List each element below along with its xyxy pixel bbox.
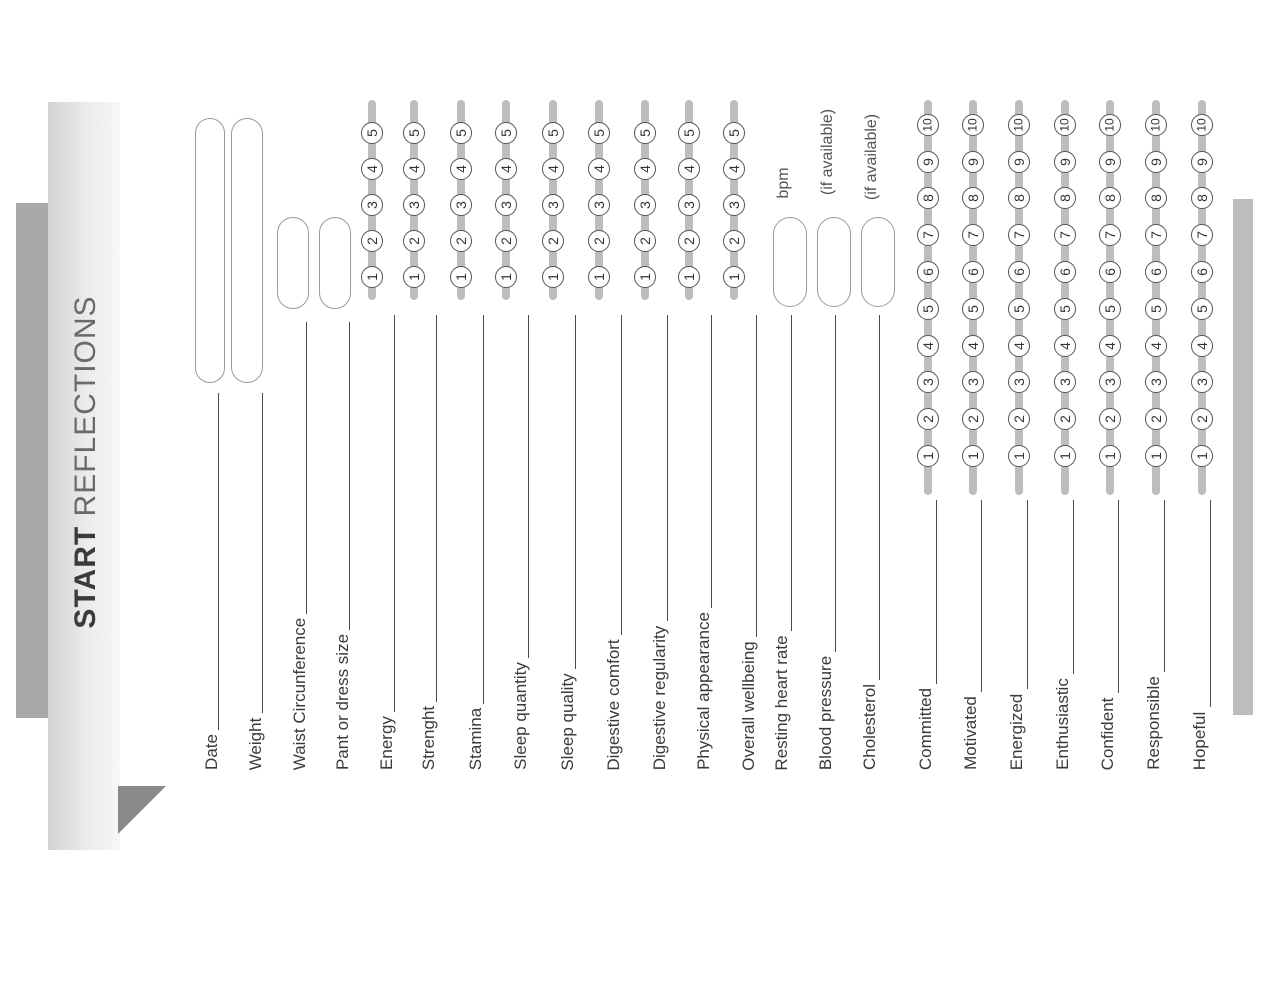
rating-motivated-option-label: 3 <box>964 378 981 387</box>
rating-motivated-option-label: 4 <box>964 341 981 350</box>
input-blood-pressure[interactable] <box>817 217 851 307</box>
rating-enthusiastic-option-3[interactable] <box>1054 371 1076 393</box>
rating-stamina-option-label: 1 <box>452 273 469 281</box>
rating-physical-appearance-option-1[interactable] <box>678 266 700 288</box>
rating-motivated-option-2[interactable] <box>962 408 984 430</box>
rating-energized-option-3[interactable] <box>1008 371 1030 393</box>
rating-sleep-quantity-option-4[interactable] <box>495 158 517 180</box>
rating-overall-wellbeing-option-label: 2 <box>725 237 742 245</box>
rating-energy-option-3[interactable] <box>361 194 383 216</box>
rating-confident-option-label: 6 <box>1101 268 1118 276</box>
label-physical-appearance: Physical appearance <box>694 612 713 770</box>
rating-enthusiastic-option-9[interactable] <box>1054 151 1076 173</box>
rating-digestive-regularity-option-label: 1 <box>636 273 653 281</box>
rating-hopeful-option-2[interactable] <box>1191 408 1213 430</box>
rating-sleep-quality-option-label: 1 <box>544 273 561 281</box>
rating-sleep-quality-option-4[interactable] <box>542 158 564 180</box>
rating-sleep-quantity-option-3[interactable] <box>495 194 517 216</box>
rating-motivated-option-6[interactable] <box>962 261 984 283</box>
rating-strenght-option-2[interactable] <box>403 230 425 252</box>
rating-confident-option-1[interactable] <box>1099 445 1121 467</box>
rating-digestive-comfort-option-2[interactable] <box>588 230 610 252</box>
rating-enthusiastic-option-label: 10 <box>1057 118 1072 132</box>
rating-responsible-option-label: 4 <box>1147 341 1164 350</box>
rating-energized-option-label: 7 <box>1010 231 1027 240</box>
rating-committed-option-10[interactable] <box>917 114 939 136</box>
label-stamina: Stamina <box>466 707 485 771</box>
rating-confident-option-10[interactable] <box>1099 114 1121 136</box>
rating-enthusiastic-option-label: 6 <box>1056 268 1073 276</box>
rating-hopeful-option-9[interactable] <box>1191 151 1213 173</box>
rating-stamina-option-3[interactable] <box>450 194 472 216</box>
rating-energized-option-2[interactable] <box>1008 408 1030 430</box>
rating-motivated-option-label: 6 <box>964 268 981 276</box>
rating-energized-option-4[interactable] <box>1008 335 1030 357</box>
note-resting-heart-rate: bpm <box>775 167 792 199</box>
rating-sleep-quantity-option-label: 2 <box>497 237 514 245</box>
label-enthusiastic: Enthusiastic <box>1053 678 1072 770</box>
rating-digestive-regularity-option-label: 4 <box>636 165 653 173</box>
rating-responsible-option-3[interactable] <box>1145 371 1167 393</box>
line-waist-circunference <box>306 322 307 614</box>
rating-overall-wellbeing-option-4[interactable] <box>723 158 745 180</box>
rating-stamina-option-4[interactable] <box>450 158 472 180</box>
rating-confident-option-5[interactable] <box>1099 298 1121 320</box>
rating-sleep-quality-option-1[interactable] <box>542 266 564 288</box>
rating-physical-appearance-option-label: 5 <box>680 129 697 137</box>
rating-hopeful-option-label: 9 <box>1193 157 1210 166</box>
line-stamina <box>483 315 484 704</box>
rating-strenght-option-3[interactable] <box>403 194 425 216</box>
rating-digestive-regularity-option-3[interactable] <box>634 194 656 216</box>
rating-sleep-quality-option-3[interactable] <box>542 194 564 216</box>
rating-motivated-option-5[interactable] <box>962 298 984 320</box>
rating-digestive-regularity-option-label: 3 <box>636 201 653 209</box>
label-cholesterol: Cholesterol <box>860 684 879 770</box>
rating-responsible-option-8[interactable] <box>1145 187 1167 209</box>
rating-committed-option-label: 2 <box>919 415 936 424</box>
rating-sleep-quantity-option-2[interactable] <box>495 230 517 252</box>
rating-hopeful-option-6[interactable] <box>1191 261 1213 283</box>
rating-confident-option-3[interactable] <box>1099 371 1121 393</box>
rating-motivated-option-1[interactable] <box>962 445 984 467</box>
rating-responsible-option-label: 6 <box>1147 268 1164 276</box>
rating-motivated-option-label: 10 <box>965 118 980 132</box>
label-weight: Weight <box>246 717 265 770</box>
rating-overall-wellbeing-option-label: 5 <box>725 129 742 137</box>
rating-enthusiastic-option-label: 5 <box>1056 304 1073 313</box>
rating-committed-option-3[interactable] <box>917 371 939 393</box>
rating-responsible-option-5[interactable] <box>1145 298 1167 320</box>
rating-committed-option-5[interactable] <box>917 298 939 320</box>
rating-hopeful-option-8[interactable] <box>1191 187 1213 209</box>
rating-enthusiastic-option-label: 8 <box>1056 194 1073 203</box>
line-digestive-comfort <box>621 315 622 635</box>
rating-digestive-comfort-option-4[interactable] <box>588 158 610 180</box>
rating-hopeful-option-label: 10 <box>1194 118 1209 132</box>
rating-stamina-option-label: 4 <box>452 165 469 173</box>
rating-confident-option-2[interactable] <box>1099 408 1121 430</box>
rating-energized-option-label: 9 <box>1010 157 1027 166</box>
rating-strenght-option-4[interactable] <box>403 158 425 180</box>
rating-stamina-option-label: 5 <box>452 129 469 137</box>
rating-committed-option-label: 3 <box>919 378 936 387</box>
line-sleep-quality <box>575 315 576 669</box>
rating-responsible-option-label: 10 <box>1148 118 1163 132</box>
rating-sleep-quantity-option-1[interactable] <box>495 266 517 288</box>
rating-motivated-option-4[interactable] <box>962 335 984 357</box>
rating-enthusiastic-option-7[interactable] <box>1054 224 1076 246</box>
rating-overall-wellbeing-option-label: 3 <box>725 201 742 209</box>
rating-sleep-quantity-option-label: 1 <box>497 273 514 281</box>
rating-committed-option-label: 4 <box>919 341 936 350</box>
rating-overall-wellbeing-option-3[interactable] <box>723 194 745 216</box>
rating-physical-appearance-option-4[interactable] <box>678 158 700 180</box>
rating-energized-option-1[interactable] <box>1008 445 1030 467</box>
rating-motivated-option-8[interactable] <box>962 187 984 209</box>
rating-confident-option-label: 2 <box>1101 415 1118 424</box>
rating-responsible-option-7[interactable] <box>1145 224 1167 246</box>
rating-digestive-regularity-option-label: 2 <box>636 237 653 245</box>
rating-hopeful-option-label: 8 <box>1193 194 1210 203</box>
rating-hopeful-option-4[interactable] <box>1191 335 1213 357</box>
line-sleep-quantity <box>528 315 529 658</box>
rating-hopeful-option-10[interactable] <box>1191 114 1213 136</box>
rating-committed-option-label: 1 <box>919 452 936 460</box>
rating-enthusiastic-option-label: 7 <box>1056 231 1073 240</box>
label-digestive-regularity: Digestive regularity <box>650 625 669 770</box>
rating-hopeful-option-3[interactable] <box>1191 371 1213 393</box>
rating-hopeful-option-label: 1 <box>1193 452 1210 460</box>
input-waist-circunference[interactable] <box>277 217 309 309</box>
note-cholesterol: (if available) <box>863 113 880 201</box>
rating-digestive-comfort-option-label: 5 <box>590 129 607 137</box>
rating-stamina-option-label: 3 <box>452 201 469 209</box>
line-motivated <box>981 500 982 692</box>
rating-digestive-comfort-option-label: 3 <box>590 201 607 209</box>
rating-hopeful-option-label: 7 <box>1193 231 1210 240</box>
rating-confident-option-7[interactable] <box>1099 224 1121 246</box>
rating-energized-option-label: 2 <box>1010 415 1027 424</box>
rating-motivated-option-label: 1 <box>964 452 981 460</box>
rating-confident-option-label: 5 <box>1101 304 1118 313</box>
input-cholesterol[interactable] <box>861 217 895 307</box>
line-cholesterol <box>879 315 880 680</box>
rating-confident-option-4[interactable] <box>1099 335 1121 357</box>
rating-motivated-option-3[interactable] <box>962 371 984 393</box>
rating-physical-appearance-option-2[interactable] <box>678 230 700 252</box>
rating-committed-option-label: 6 <box>919 268 936 276</box>
line-date <box>218 393 219 730</box>
rating-physical-appearance-option-5[interactable] <box>678 122 700 144</box>
rating-hopeful-option-1[interactable] <box>1191 445 1213 467</box>
line-blood-pressure <box>835 315 836 652</box>
rating-energy-option-label: 1 <box>363 273 380 281</box>
rating-energy-option-label: 4 <box>363 165 380 173</box>
line-strenght <box>436 315 437 702</box>
rating-energized-option-7[interactable] <box>1008 224 1030 246</box>
line-committed <box>936 500 937 684</box>
rating-sleep-quality-option-5[interactable] <box>542 122 564 144</box>
rating-confident-option-label: 7 <box>1101 231 1118 240</box>
rating-motivated-option-label: 5 <box>964 304 981 313</box>
rating-digestive-regularity-option-5[interactable] <box>634 122 656 144</box>
rating-energy-option-label: 2 <box>363 237 380 245</box>
rating-physical-appearance-option-label: 3 <box>680 201 697 209</box>
rating-responsible-option-label: 1 <box>1147 452 1164 460</box>
rating-sleep-quantity-option-label: 3 <box>497 201 514 209</box>
rating-enthusiastic-option-8[interactable] <box>1054 187 1076 209</box>
rating-physical-appearance-option-3[interactable] <box>678 194 700 216</box>
rating-hopeful-option-label: 6 <box>1193 268 1210 276</box>
rating-sleep-quality-option-label: 2 <box>544 237 561 245</box>
label-motivated: Motivated <box>961 696 980 770</box>
rating-sleep-quality-option-2[interactable] <box>542 230 564 252</box>
rating-motivated-option-10[interactable] <box>962 114 984 136</box>
rating-strenght-option-label: 3 <box>405 201 422 209</box>
rating-strenght-option-label: 5 <box>405 129 422 137</box>
rating-motivated-option-7[interactable] <box>962 224 984 246</box>
rating-digestive-regularity-option-2[interactable] <box>634 230 656 252</box>
rating-stamina-option-1[interactable] <box>450 266 472 288</box>
label-resting-heart-rate: Resting heart rate <box>772 634 791 771</box>
rating-energized-option-label: 10 <box>1011 118 1026 132</box>
rating-energy-option-label: 5 <box>363 129 380 137</box>
line-energy <box>394 315 395 712</box>
rating-confident-option-6[interactable] <box>1099 261 1121 283</box>
label-sleep-quantity: Sleep quantity <box>511 662 530 770</box>
line-confident <box>1118 500 1119 693</box>
rating-motivated-option-label: 7 <box>964 231 981 240</box>
rating-sleep-quality-option-label: 5 <box>544 129 561 137</box>
rating-hopeful-option-label: 4 <box>1193 341 1210 350</box>
rating-digestive-comfort-option-label: 4 <box>590 165 607 173</box>
rating-digestive-comfort-option-label: 2 <box>590 237 607 245</box>
label-energy: Energy <box>377 716 396 770</box>
line-weight <box>262 393 263 713</box>
right-edge-bar <box>1233 199 1253 715</box>
label-date: Date <box>202 734 221 770</box>
rating-physical-appearance-option-label: 4 <box>680 165 697 173</box>
rating-motivated-option-label: 8 <box>964 194 981 203</box>
rating-enthusiastic-option-label: 4 <box>1056 341 1073 350</box>
rating-enthusiastic-option-5[interactable] <box>1054 298 1076 320</box>
rating-enthusiastic-option-label: 2 <box>1056 415 1073 424</box>
rating-committed-option-9[interactable] <box>917 151 939 173</box>
rating-responsible-option-9[interactable] <box>1145 151 1167 173</box>
rating-committed-option-1[interactable] <box>917 445 939 467</box>
rating-energy-option-1[interactable] <box>361 266 383 288</box>
label-committed: Committed <box>916 687 935 771</box>
rating-hopeful-option-label: 3 <box>1193 378 1210 387</box>
rating-committed-option-label: 7 <box>919 231 936 240</box>
rating-committed-option-7[interactable] <box>917 224 939 246</box>
line-pant-or-dress-size <box>349 322 350 630</box>
rating-motivated-option-label: 2 <box>964 415 981 424</box>
rating-hopeful-option-7[interactable] <box>1191 224 1213 246</box>
rating-digestive-regularity-option-4[interactable] <box>634 158 656 180</box>
rating-strenght-option-1[interactable] <box>403 266 425 288</box>
rating-overall-wellbeing-option-5[interactable] <box>723 122 745 144</box>
input-weight[interactable] <box>231 118 263 383</box>
rating-enthusiastic-option-label: 1 <box>1056 452 1073 460</box>
rating-responsible-option-label: 8 <box>1147 194 1164 203</box>
rating-energy-option-4[interactable] <box>361 158 383 180</box>
rating-overall-wellbeing-option-2[interactable] <box>723 230 745 252</box>
input-pant-or-dress-size[interactable] <box>319 217 351 309</box>
rating-enthusiastic-option-10[interactable] <box>1054 114 1076 136</box>
rating-committed-option-8[interactable] <box>917 187 939 209</box>
rating-responsible-option-2[interactable] <box>1145 408 1167 430</box>
rating-enthusiastic-option-4[interactable] <box>1054 335 1076 357</box>
rating-confident-option-label: 1 <box>1101 452 1118 460</box>
rating-overall-wellbeing-option-label: 1 <box>725 273 742 281</box>
rating-digestive-comfort-option-label: 1 <box>590 273 607 281</box>
line-energized <box>1027 500 1028 689</box>
rating-strenght-option-5[interactable] <box>403 122 425 144</box>
title-bold: START <box>69 525 102 629</box>
label-digestive-comfort: Digestive comfort <box>604 638 623 771</box>
rating-energized-option-label: 5 <box>1010 304 1027 313</box>
rating-sleep-quantity-option-label: 5 <box>497 129 514 137</box>
rating-enthusiastic-option-2[interactable] <box>1054 408 1076 430</box>
line-resting-heart-rate <box>791 315 792 631</box>
rating-responsible-option-10[interactable] <box>1145 114 1167 136</box>
label-confident: Confident <box>1098 697 1117 770</box>
rating-physical-appearance-option-label: 1 <box>680 273 697 281</box>
rating-responsible-option-1[interactable] <box>1145 445 1167 467</box>
line-digestive-regularity <box>667 315 668 621</box>
rating-responsible-option-label: 7 <box>1147 231 1164 240</box>
rating-energized-option-10[interactable] <box>1008 114 1030 136</box>
input-resting-heart-rate[interactable] <box>773 217 807 307</box>
line-overall-wellbeing <box>756 315 757 637</box>
rating-digestive-comfort-option-1[interactable] <box>588 266 610 288</box>
rating-stamina-option-5[interactable] <box>450 122 472 144</box>
rating-committed-option-4[interactable] <box>917 335 939 357</box>
rating-enthusiastic-option-6[interactable] <box>1054 261 1076 283</box>
rating-sleep-quantity-option-5[interactable] <box>495 122 517 144</box>
rating-overall-wellbeing-option-label: 4 <box>725 165 742 173</box>
rating-energized-option-label: 6 <box>1010 268 1027 276</box>
label-sleep-quality: Sleep quality <box>558 672 577 771</box>
rating-committed-option-2[interactable] <box>917 408 939 430</box>
label-blood-pressure: Blood pressure <box>816 655 835 771</box>
rating-enthusiastic-option-label: 3 <box>1056 378 1073 387</box>
page-title <box>69 295 103 628</box>
rating-digestive-regularity-option-1[interactable] <box>634 266 656 288</box>
rating-committed-option-label: 8 <box>919 194 936 203</box>
rating-committed-option-label: 10 <box>920 118 935 132</box>
label-waist-circunference: Waist Circunference <box>290 617 309 771</box>
label-responsible: Responsible <box>1144 676 1163 770</box>
rating-responsible-option-label: 9 <box>1147 157 1164 166</box>
rating-committed-option-label: 9 <box>919 157 936 166</box>
rating-energized-option-6[interactable] <box>1008 261 1030 283</box>
rating-stamina-option-2[interactable] <box>450 230 472 252</box>
rating-energy-option-2[interactable] <box>361 230 383 252</box>
rating-stamina-option-label: 2 <box>452 237 469 245</box>
label-strenght: Strenght <box>419 705 438 771</box>
rating-hopeful-option-label: 5 <box>1193 304 1210 313</box>
banner-shadow <box>16 203 50 718</box>
title-light: REFLECTIONS <box>69 295 102 517</box>
input-date[interactable] <box>195 118 225 383</box>
rating-confident-option-8[interactable] <box>1099 187 1121 209</box>
rating-strenght-option-label: 4 <box>405 165 422 173</box>
rating-energized-option-label: 4 <box>1010 341 1027 350</box>
rating-overall-wellbeing-option-1[interactable] <box>723 266 745 288</box>
rating-energized-option-5[interactable] <box>1008 298 1030 320</box>
rating-committed-option-label: 5 <box>919 304 936 313</box>
rating-committed-option-6[interactable] <box>917 261 939 283</box>
rating-energized-option-9[interactable] <box>1008 151 1030 173</box>
rating-strenght-option-label: 1 <box>405 273 422 281</box>
rating-confident-option-9[interactable] <box>1099 151 1121 173</box>
rating-energized-option-label: 3 <box>1010 378 1027 387</box>
label-hopeful: Hopeful <box>1190 711 1209 770</box>
rating-digestive-comfort-option-3[interactable] <box>588 194 610 216</box>
rating-responsible-option-6[interactable] <box>1145 261 1167 283</box>
line-physical-appearance <box>711 315 712 608</box>
rating-motivated-option-label: 9 <box>964 157 981 166</box>
rating-responsible-option-label: 5 <box>1147 304 1164 313</box>
label-pant-or-dress-size: Pant or dress size <box>333 633 352 771</box>
rating-responsible-option-label: 3 <box>1147 378 1164 387</box>
line-enthusiastic <box>1073 500 1074 674</box>
line-hopeful <box>1210 500 1211 707</box>
note-blood-pressure: (if available) <box>819 108 836 196</box>
rating-energized-option-label: 1 <box>1010 452 1027 460</box>
rating-energy-option-5[interactable] <box>361 122 383 144</box>
rating-motivated-option-9[interactable] <box>962 151 984 173</box>
rating-energy-option-label: 3 <box>363 201 380 209</box>
rating-confident-option-label: 8 <box>1101 194 1118 203</box>
rating-energized-option-label: 8 <box>1010 194 1027 203</box>
label-overall-wellbeing: Overall wellbeing <box>739 640 758 771</box>
rating-digestive-comfort-option-5[interactable] <box>588 122 610 144</box>
rating-enthusiastic-option-1[interactable] <box>1054 445 1076 467</box>
rating-enthusiastic-option-label: 9 <box>1056 157 1073 166</box>
rating-physical-appearance-option-label: 2 <box>680 237 697 245</box>
rating-hopeful-option-label: 2 <box>1193 415 1210 424</box>
rating-hopeful-option-5[interactable] <box>1191 298 1213 320</box>
rating-confident-option-label: 9 <box>1101 157 1118 166</box>
label-energized: Energized <box>1007 693 1026 770</box>
rating-confident-option-label: 3 <box>1101 378 1118 387</box>
rating-energized-option-8[interactable] <box>1008 187 1030 209</box>
rating-sleep-quantity-option-label: 4 <box>497 165 514 173</box>
rating-sleep-quality-option-label: 4 <box>544 165 561 173</box>
rating-confident-option-label: 4 <box>1101 341 1118 350</box>
banner-fold <box>118 786 166 834</box>
rating-responsible-option-label: 2 <box>1147 415 1164 424</box>
rating-confident-option-label: 10 <box>1102 118 1117 132</box>
rating-digestive-regularity-option-label: 5 <box>636 129 653 137</box>
line-responsible <box>1164 500 1165 672</box>
rating-responsible-option-4[interactable] <box>1145 335 1167 357</box>
rating-sleep-quality-option-label: 3 <box>544 201 561 209</box>
rating-strenght-option-label: 2 <box>405 237 422 245</box>
